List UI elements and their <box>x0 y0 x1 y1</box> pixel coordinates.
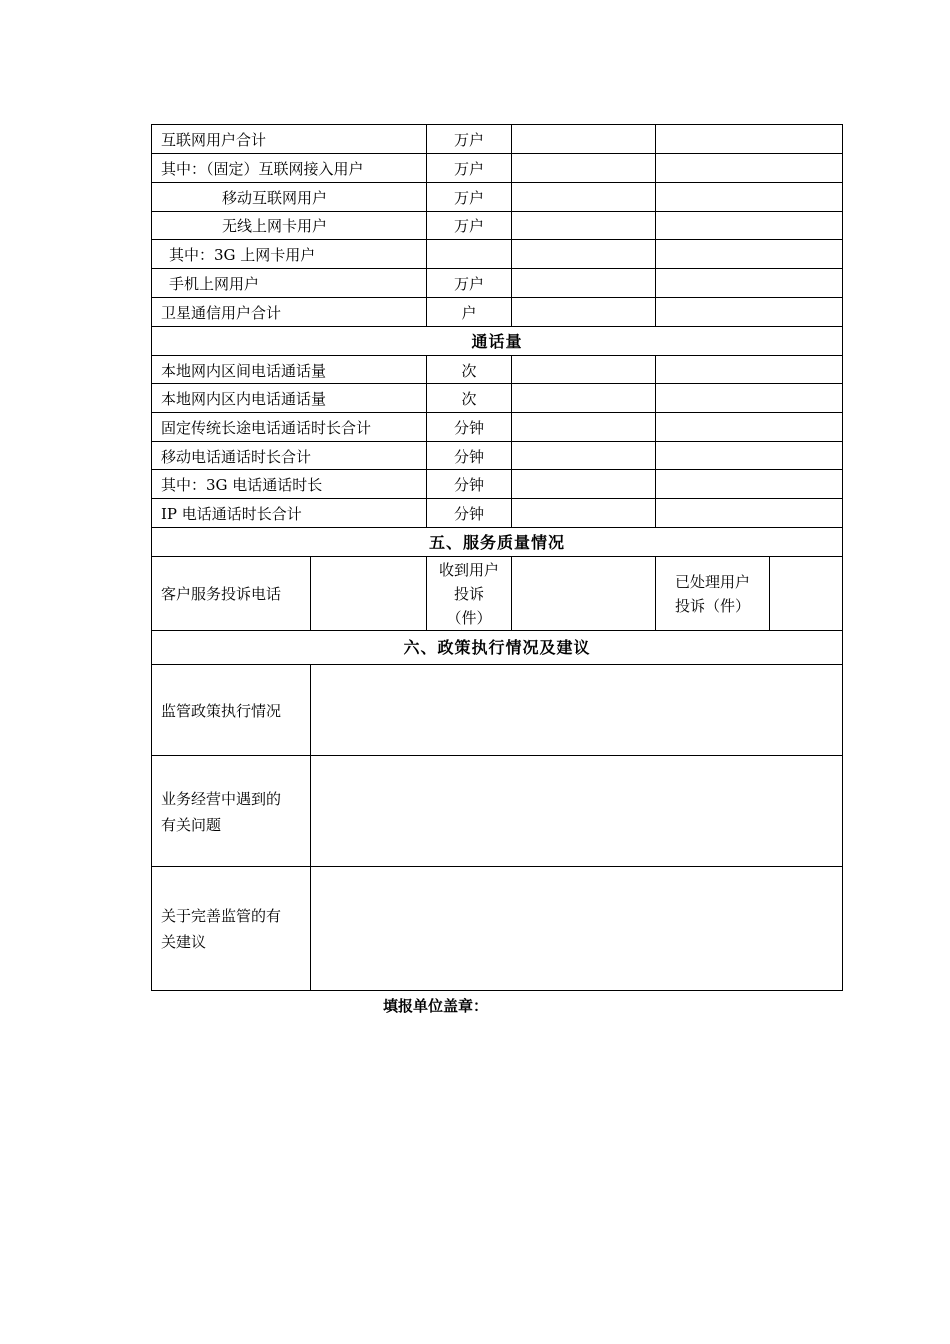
policy-label-line-2: 有关问题 <box>161 815 222 834</box>
handled-line-2: 投诉（件） <box>674 596 750 615</box>
section-title-service: 五、服务质量情况 <box>428 532 565 552</box>
row-label: IP 电话通话时长合计 <box>161 505 302 523</box>
handled-line-1: 已处理用户 <box>674 572 750 591</box>
row-unit: 万户 <box>453 131 484 149</box>
received-line-2: 投诉 <box>453 585 484 603</box>
row-unit: 分钟 <box>453 505 484 523</box>
policy-label-line-2: 关建议 <box>161 933 207 951</box>
policy-row-label <box>161 666 281 755</box>
row-unit: 万户 <box>453 189 484 207</box>
handled-complaints-label <box>656 557 769 630</box>
row-label: 无线上网卡用户 <box>222 217 328 235</box>
policy-label-line-1: 监管政策执行情况 <box>161 701 282 720</box>
row-label: 手机上网用户 <box>169 275 260 293</box>
row-unit: 万户 <box>453 217 484 235</box>
policy-row-label <box>161 868 281 990</box>
received-line-1: 收到用户 <box>438 561 499 579</box>
received-line-3: （件） <box>446 609 492 627</box>
row-label: 互联网用户合计 <box>161 131 267 149</box>
section-title-traffic: 通话量 <box>471 331 523 351</box>
row-label: 其中：3G 电话通话时长 <box>161 476 323 494</box>
row-label: 其中：（固定）互联网接入用户 <box>161 160 364 178</box>
row-label: 本地网内区间电话通话量 <box>161 362 327 380</box>
policy-label-line-1: 业务经营中遇到的 <box>161 789 282 808</box>
stamp-label: 填报单位盖章： <box>383 997 489 1015</box>
row-unit: 次 <box>461 390 477 408</box>
policy-row-label <box>161 757 281 866</box>
row-label: 其中：3G 上网卡用户 <box>169 246 316 264</box>
row-unit: 万户 <box>453 275 484 293</box>
row-label: 卫星通信用户合计 <box>161 304 282 322</box>
row-label: 本地网内区内电话通话量 <box>161 390 327 408</box>
row-unit: 分钟 <box>453 476 484 494</box>
row-unit: 万户 <box>453 160 484 178</box>
row-unit: 分钟 <box>453 419 484 437</box>
section-title-policy: 六、政策执行情况及建议 <box>403 638 591 657</box>
row-label: 固定传统长途电话通话时长合计 <box>161 419 372 437</box>
complaint-phone-label: 客户服务投诉电话 <box>161 584 282 603</box>
row-unit: 户 <box>461 304 477 322</box>
policy-label-line-1: 关于完善监管的有 <box>161 907 282 925</box>
row-label: 移动电话通话时长合计 <box>161 448 312 466</box>
statistics-table <box>151 124 843 991</box>
row-unit <box>427 243 511 267</box>
received-complaints-label <box>427 558 511 630</box>
row-label: 移动互联网用户 <box>222 189 328 207</box>
row-unit: 分钟 <box>453 448 484 466</box>
row-unit: 次 <box>461 362 477 380</box>
